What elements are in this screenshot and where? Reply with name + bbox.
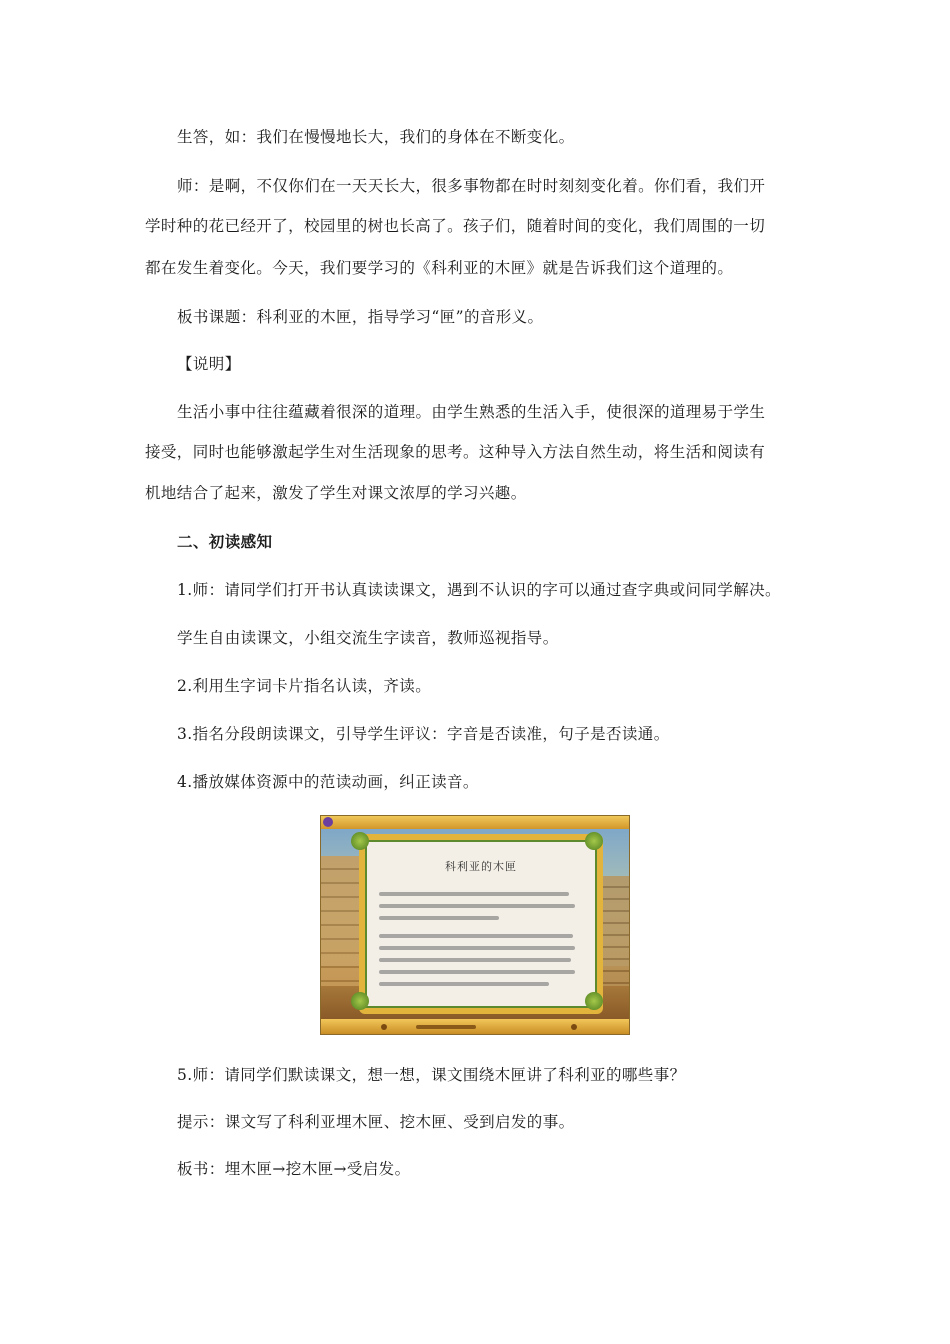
hint-paragraph: 提示：课文写了科利亚埋木匣、挖木匣、受到启发的事。 bbox=[177, 1113, 575, 1131]
note-paragraph-line-3: 机地结合了起来，激发了学生对课文浓厚的学习兴趣。 bbox=[145, 484, 527, 502]
text-line bbox=[379, 958, 571, 962]
text-line bbox=[379, 892, 569, 896]
text-line bbox=[379, 916, 499, 920]
text-line bbox=[379, 946, 575, 950]
media-animation-screenshot bbox=[320, 815, 630, 1035]
player-control-bar[interactable] bbox=[321, 1019, 629, 1034]
next-control-icon[interactable] bbox=[571, 1024, 577, 1030]
answer-paragraph: 生答，如：我们在慢慢地长大，我们的身体在不断变化。 bbox=[177, 128, 575, 146]
note-paragraph-line-1: 生活小事中往往蕴藏着很深的道理。由学生熟悉的生活入手，使很深的道理易于学生 bbox=[177, 403, 766, 421]
text-line bbox=[379, 982, 549, 986]
vine-ornament-icon bbox=[351, 992, 369, 1010]
vine-ornament-icon bbox=[585, 832, 603, 850]
note-paragraph-line-2: 接受，同时也能够激起学生对生活现象的思考。这种导入方法自然生动，将生活和阅读有 bbox=[145, 443, 766, 461]
left-wall-decoration bbox=[321, 856, 361, 986]
vine-ornament-icon bbox=[351, 832, 369, 850]
text-line bbox=[379, 934, 573, 938]
step-4: 4.播放媒体资源中的范读动画，纠正读音。 bbox=[177, 773, 479, 791]
teacher-paragraph-line-1: 师：是啊，不仅你们在一天天长大，很多事物都在时时刻刻变化着。你们看，我们开 bbox=[177, 177, 766, 195]
progress-track[interactable] bbox=[416, 1025, 476, 1029]
player-top-bar bbox=[321, 816, 629, 829]
vine-ornament-icon bbox=[585, 992, 603, 1010]
text-frame bbox=[359, 834, 603, 1014]
text-line bbox=[379, 904, 575, 908]
step-5: 5.师：请同学们默读课文，想一想，课文围绕木匣讲了科利亚的哪些事？ bbox=[177, 1066, 686, 1084]
text-line bbox=[379, 970, 575, 974]
teacher-paragraph-line-3: 都在发生着变化。今天，我们要学习的《科利亚的木匣》就是告诉我们这个道理的。 bbox=[145, 259, 734, 277]
step-1: 1.师：请同学们打开书认真读读课文，遇到不认识的字可以通过查字典或问同学解决。 bbox=[177, 581, 781, 599]
step-1-detail: 学生自由读课文，小组交流生字读音，教师巡视指导。 bbox=[177, 629, 559, 647]
step-3: 3.指名分段朗读课文，引导学生评议：字音是否读准，句子是否读通。 bbox=[177, 725, 670, 743]
step-2: 2.利用生字词卡片指名认读，齐读。 bbox=[177, 677, 432, 695]
board-notes-paragraph: 板书：埋木匣→挖木匣→受启发。 bbox=[177, 1160, 411, 1178]
play-control-icon[interactable] bbox=[381, 1024, 387, 1030]
player-logo-icon bbox=[323, 817, 333, 827]
teacher-paragraph-line-2: 学时种的花已经开了，校园里的树也长高了。孩子们，随着时间的变化，我们周围的一切 bbox=[145, 217, 766, 235]
section-heading: 二、初读感知 bbox=[177, 533, 273, 551]
note-heading: 【说明】 bbox=[177, 355, 241, 373]
screen-title: 科利亚的木匣 bbox=[445, 860, 517, 873]
board-title-paragraph: 板书课题：科利亚的木匣，指导学习“匣”的音形义。 bbox=[177, 308, 544, 326]
